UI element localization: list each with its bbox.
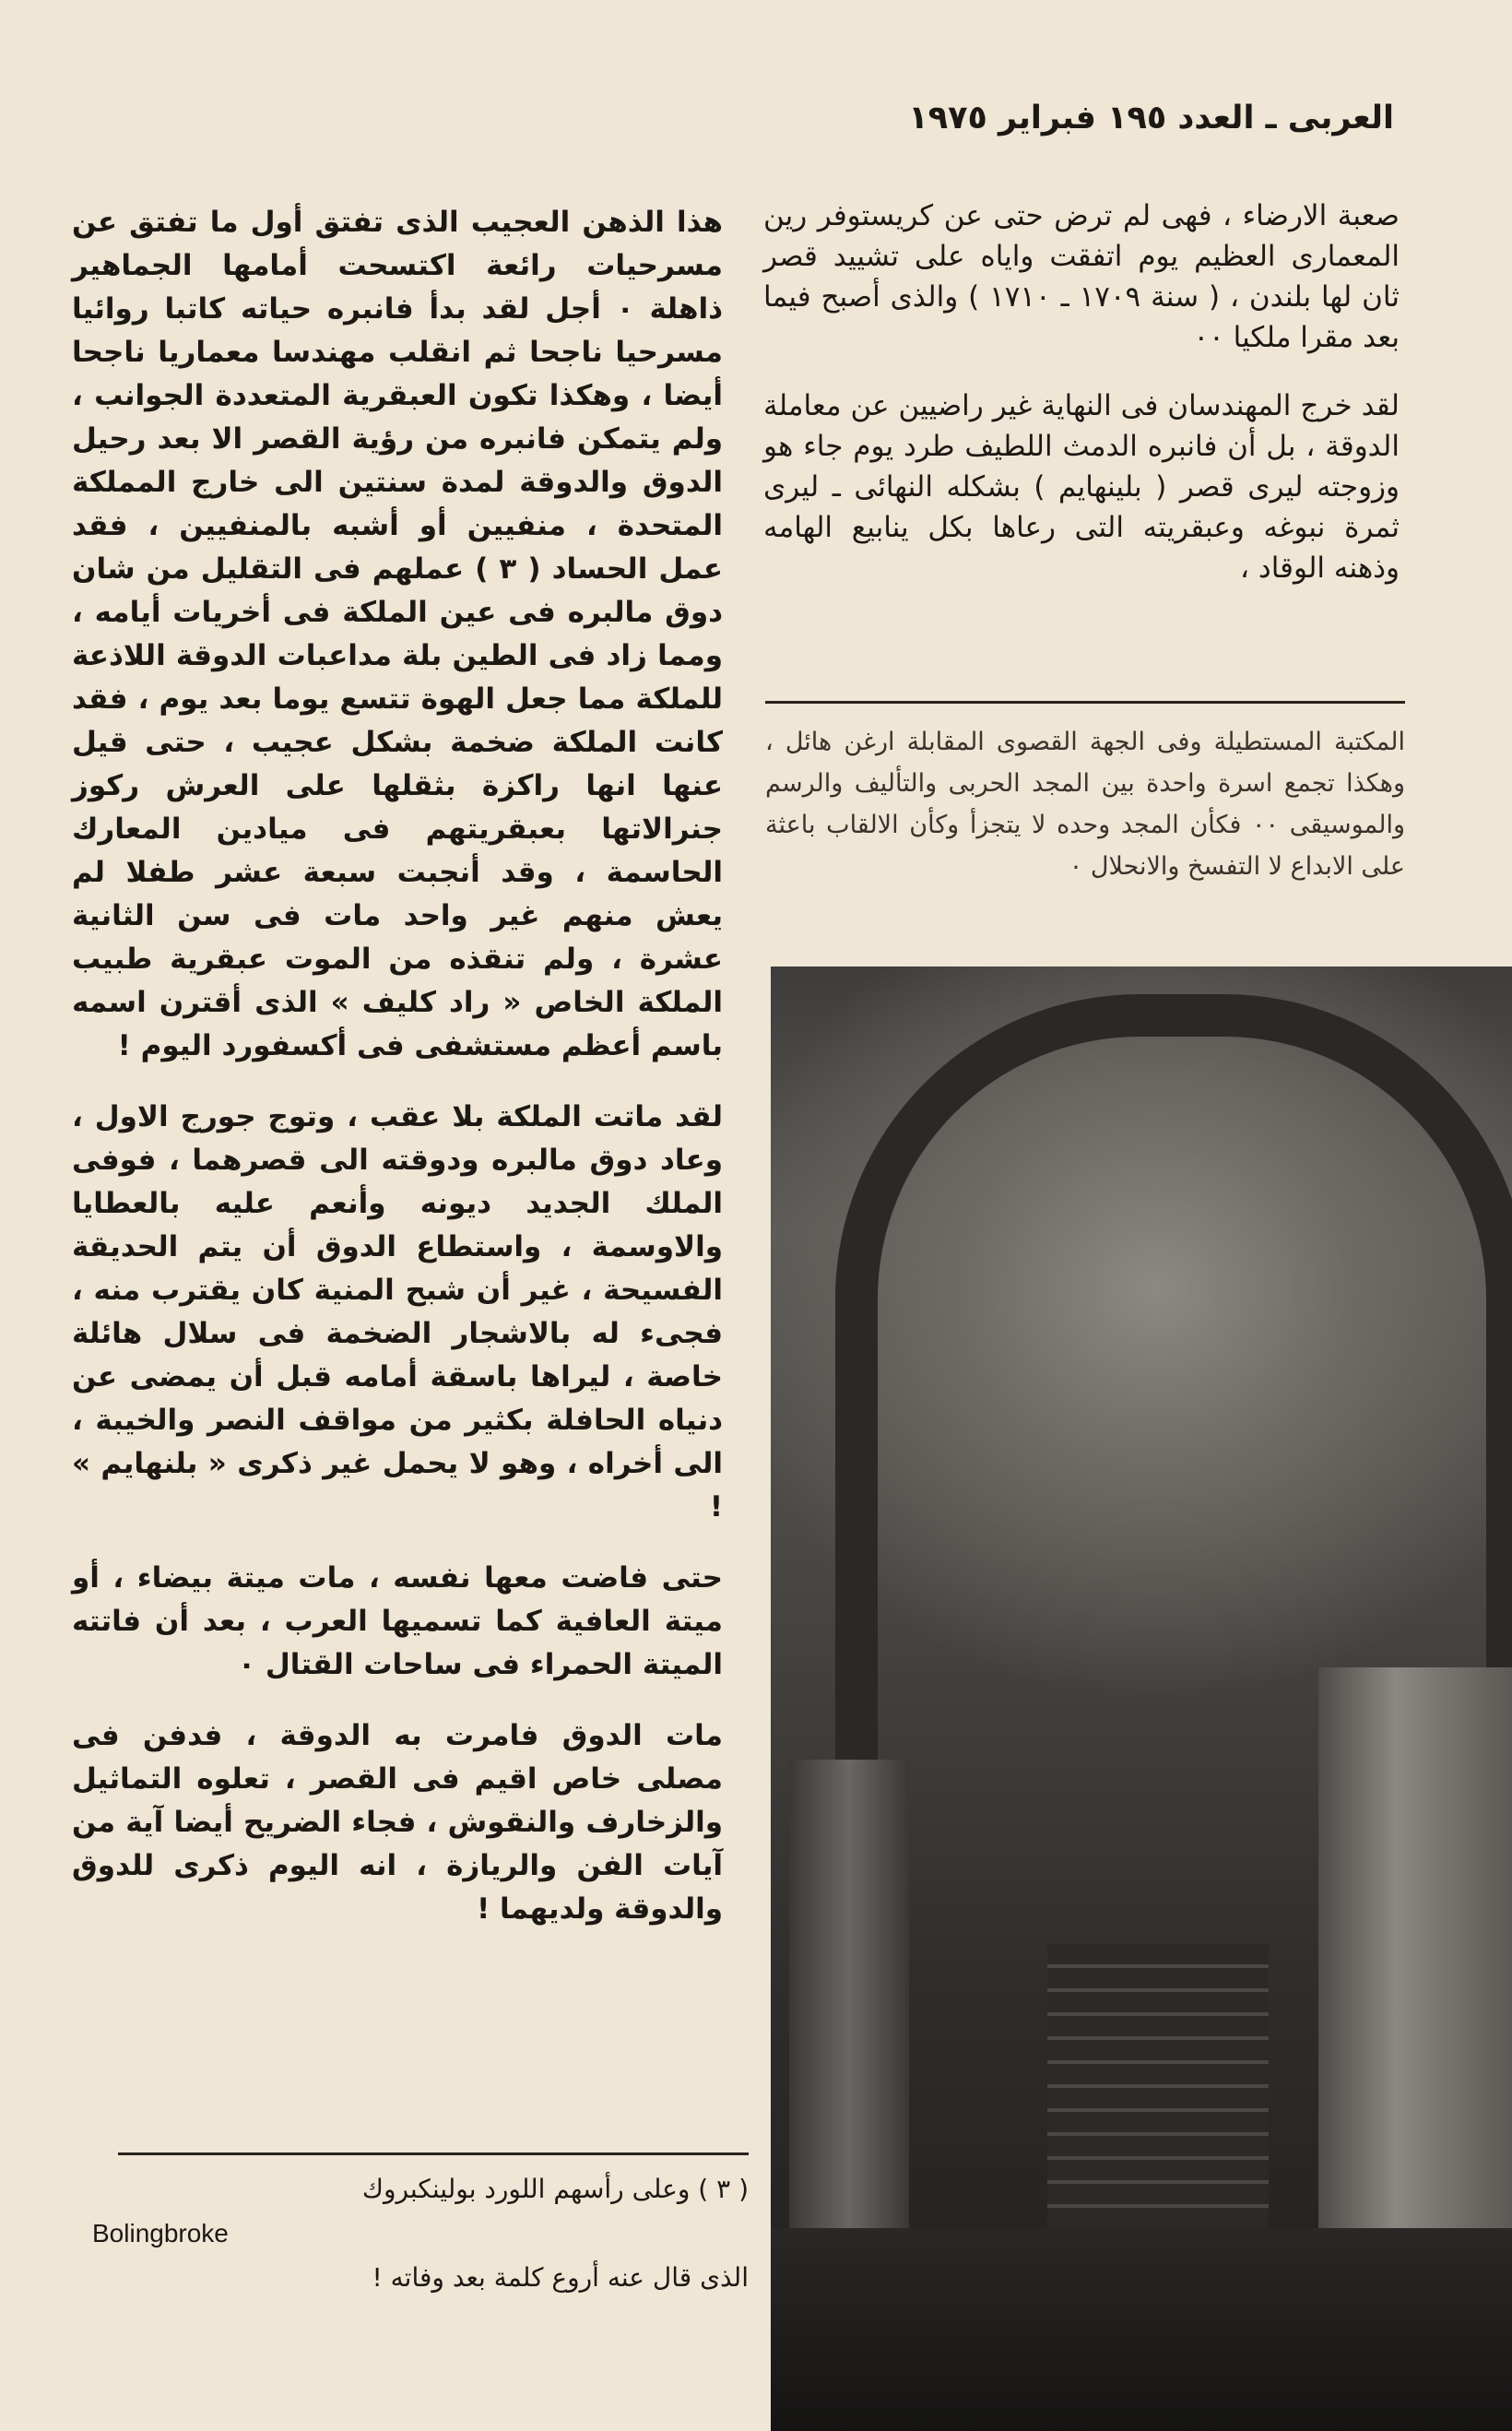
paragraph: هذا الذهن العجيب الذى تفتق أول ما تفتق عن مسرحيات رائعة اكتسحت أمامها الجماهير ذاهلة ٠ أجل لقد بدأ فانبره حياته كاتبا روائيا مسرحيا ناجحا ثم انقلب مهندسا معماريا ناجحا أيضا ، وهكذا تكون العبقرية المتعددة الجوانب ، ولم يتمكن فانبره من رؤية القصر الا بعد رحيل الدوق والدوقة لمدة سنتين الى خارج المملكة المتحدة ، منفيين أو أشبه بالمنفيين ، فقد عمل الحساد ( ٣ ) عملهم فى التقليل من شان دوق مالبره فى عين الملكة فى أخريات أيامه ، ومما زاد فى الطين بلة مداعبات الدوقة اللاذعة للملكة مما جعل الهوة تتسع يوما بعد يوم ، فقد كانت الملكة ضخمة بشكل عجيب ، حتى قيل عنها انها راكزة بثقلها على العرش ركوز جنرالاتها بعبقريتهم فى ميادين المعارك الحاسمة ، وقد أنجبت سبعة عشر طفلا لم يعش منهم غير واحد مات فى سن الثانية عشرة ، ولم تنقذه من الموت عبقرية طبيب الملكة الخاص « راد كليف » الذى أقترن اسمه باسم أعظم مستشفى فى أكسفورد اليوم ! — [72, 206, 723, 1062]
paragraph: لقد ماتت الملكة بلا عقب ، وتوج جورج الاول ، وعاد دوق مالبره ودوقته الى قصرهما ، فوفى الملك الجديد ديونه وأنعم عليه بالعطايا والاوسمة ، واستطاع الدوق أن يتم الحديقة الفسيحة ، غير أن شبح المنية كان يقترب منه ، فجىء له بالاشجار الضخمة فى سلال هائلة خاصة ، ليراها باسقة أمامه قبل أن يمضى عن دنياه الحافلة بكثير من مواقف النصر والخيبة ، الى أخراه ، وهو لا يحمل غير ذكرى « بلنهايم » ! — [72, 1100, 723, 1524]
divider-rule — [765, 701, 1405, 704]
running-header: العربى ـ العدد ١٩٥ فبراير ١٩٧٥ — [908, 100, 1394, 136]
paragraph: حتى فاضت معها نفسه ، مات ميتة بيضاء ، أو ميتة العافية كما تسميها العرب ، بعد أن فاتته الميتة الحمراء فى ساحات القتال ٠ — [72, 1561, 723, 1681]
paragraph: لقد خرج المهندسان فى النهاية غير راضيين عن معاملة الدوقة ، بل أن فانبره الدمث اللطيف طرد يوم جاء هو وزوجته ليرى قصر ( بلينهايم ) بشكله النهائى ـ ليرى ثمرة نبوغه وعبقريته التى رعاها بكل ينابيع الهامه وذهنه الوقاد ، — [763, 389, 1400, 585]
footnote — [92, 2167, 749, 2300]
footnote-line: الذى قال عنه أروع كلمة بعد وفاته ! — [372, 2262, 749, 2293]
footnote-line: ( ٣ ) وعلى رأسهم اللورد بولينكبروك — [361, 2174, 749, 2204]
footnote-rule — [118, 2152, 749, 2155]
left-column — [72, 201, 723, 1959]
right-column — [763, 196, 1400, 616]
library-interior-photo — [771, 966, 1512, 2431]
footnote-latin: Bolingbroke — [92, 2219, 229, 2247]
paragraph: مات الدوق فامرت به الدوقة ، فدفن فى مصلى خاص اقيم فى القصر ، تعلوه التماثيل والزخارف والنقوش ، فجاء الضريح أيضا آية من آيات الفن والريازة ، انه اليوم ذكرى للدوق والدوقة ولديهما ! — [72, 1719, 723, 1926]
photo-caption: المكتبة المستطيلة وفى الجهة القصوى المقابلة ارغن هائل ، وهكذا تجمع اسرة واحدة بين المجد الحربى والتأليف والرسم والموسيقى ٠٠ فكأن المجد وحده لا يتجزأ وكأن الالقاب باعثة على الابداع لا التفسخ والانحلال ٠ — [765, 728, 1405, 881]
paragraph: صعبة الارضاء ، فهى لم ترض حتى عن كريستوفر رين المعمارى العظيم يوم اتفقت واياه على تشييد قصر ثان لها بلندن ، ( سنة ١٧٠٩ ـ ١٧١٠ ) والذى أصبح فيما بعد مقرا ملكيا ٠٠ — [763, 199, 1400, 354]
floor — [771, 2228, 1512, 2431]
